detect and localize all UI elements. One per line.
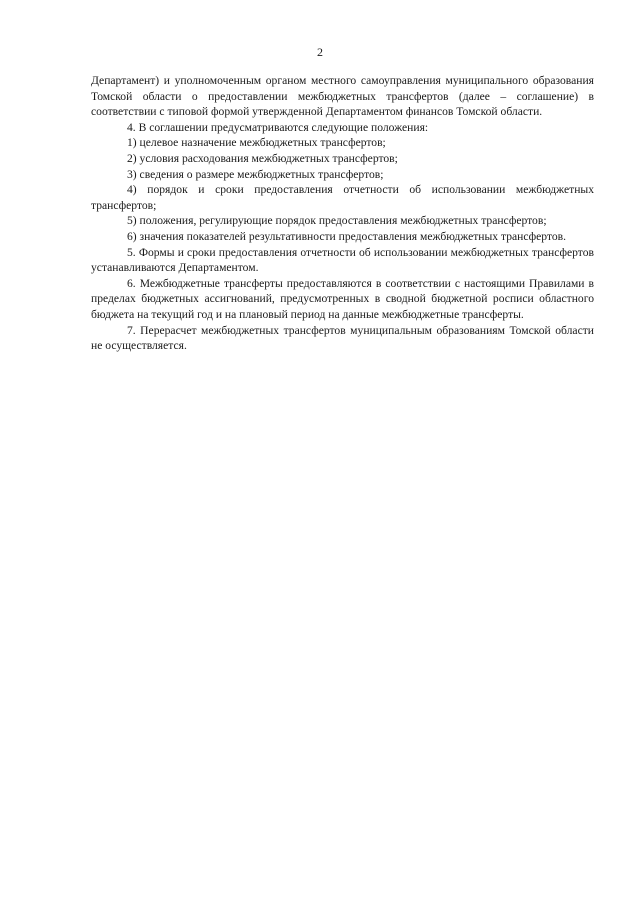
paragraph-item-2: 2) условия расходования межбюджетных трансфертов; (127, 151, 398, 165)
paragraph-clause-6: 6. Межбюджетные трансферты предоставляются в соответствии с настоящими Правилами в пределах бюджетных ассигнований, предусмотренных в сводной бюджетной росписи областного бюджета на текущий год и на плановый период на данные межбюджетные трансферты. (91, 276, 594, 321)
paragraph-item-4: 4) порядок и сроки предоставления отчетности об использовании межбюджетных трансфертов; (91, 183, 594, 212)
paragraph-item-6: 6) значения показателей результативности предоставления межбюджетных трансфертов. (127, 229, 567, 243)
document-body (91, 73, 594, 354)
paragraph-clause-4: 4. В соглашении предусматриваются следующие положения: (127, 120, 429, 134)
page-number: 2 (317, 45, 323, 59)
paragraph-item-3: 3) сведения о размере межбюджетных трансфертов; (127, 167, 384, 181)
paragraph-continuation: Департамент) и уполномоченным органом местного самоуправления муниципального образования Томской области о предоставлении межбюджетных трансфертов (далее – соглашение) в соответствии с типовой формой утвержденной Департаментом финансов Томской области. (91, 74, 594, 119)
paragraph-clause-7: 7. Перерасчет межбюджетных трансфертов муниципальным образованиям Томской области не осуществляется. (91, 323, 594, 353)
paragraph-clause-5: 5. Формы и сроки предоставления отчетности об использовании межбюджетных трансфертов устанавливаются Департаментом. (91, 245, 594, 275)
paragraph-item-5: 5) положения, регулирующие порядок предоставления межбюджетных трансфертов; (127, 214, 547, 228)
paragraph-item-1: 1) целевое назначение межбюджетных трансфертов; (127, 136, 386, 150)
